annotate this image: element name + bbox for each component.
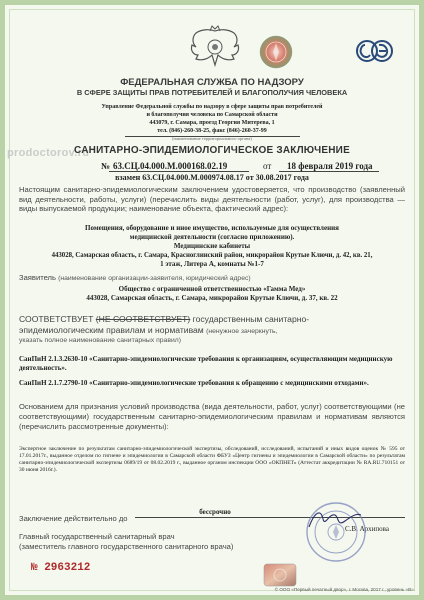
basis-text-content: Основанием для признания условий производства (вида деятельности, работ, услуг) соответствующими (не соответствующими) государственным санитарно-эпидемиологическим правилам и нормативам являются (перечислить рассмотренные документы): xyxy=(19,402,405,431)
serial-number: № 2963212 xyxy=(31,562,91,574)
dept-line-1: Управление Федеральной службы по надзору в сфере защиты прав потребителей xyxy=(101,104,323,110)
printer-footer: © ООО «Первый печатный двор», г. Москва, 2017 г., уровень «В». xyxy=(274,587,415,592)
number-rule xyxy=(109,171,249,172)
validity-label: Заключение действительно до xyxy=(19,514,128,523)
applicant-address: 443028, Самарская область, г. Самара, микрорайон Крутые Ключи, д. 37, кв. 22 xyxy=(86,294,338,302)
applicant-hint: (наименование организации-заявителя, юридический адрес) xyxy=(58,275,251,282)
applicant-label-word: Заявитель xyxy=(19,273,56,282)
intro-text: Настоящим санитарно-эпидемиологическим заключением удостоверяется, что производство (заявленный вид деятельности, работы, услуги) (перечислить виды деятельности (работ, услуг), для производства — виды выпускаемой продукции; наименование объекта, фактический адрес): xyxy=(19,185,405,213)
conformity-correspond: СООТВЕТСТВУЕТ xyxy=(19,314,94,324)
dept-line-2: и благополучия человека по Самарской области xyxy=(146,112,278,118)
signature-icon xyxy=(305,505,365,535)
dept-address: 443079, г. Самара, проезд Георгия Митерева, 1 xyxy=(149,120,275,126)
signer-label-2: (заместитель главного государственного санитарного врача) xyxy=(19,542,234,551)
validity-value: бессрочно xyxy=(199,508,231,516)
dept-phone: тел. (846)-260-38-25, факс (846)-260-37-99 xyxy=(157,128,267,134)
activity-line-2: медицинской деятельности (согласно приложению). xyxy=(129,233,295,241)
signer-label-1: Главный государственный санитарный врач xyxy=(19,532,175,541)
date-rule xyxy=(279,171,379,172)
se-logo-icon xyxy=(355,39,397,63)
conformity-rest: государственным санитарно- xyxy=(192,314,310,324)
document-number: 63.СЦ.04.000.М.000168.02.19 xyxy=(113,161,228,171)
sanpin-2: СанПиН 2.1.7.2790-10 «Санитарно-эпидемиологические требования к обращению с медицинскими отходами». xyxy=(19,379,369,387)
date-prefix: от xyxy=(263,161,272,171)
replaces-line: взамен 63.СЦ.04.000.М.000974.08.17 от 30.08.2017 года xyxy=(115,173,309,182)
document-title: САНИТАРНО-ЭПИДЕМИОЛОГИЧЕСКОЕ ЗАКЛЮЧЕНИЕ xyxy=(74,145,350,156)
sanpin-1: СанПиН 2.1.3.2630-10 «Санитарно-эпидемиологические требования к организациям, осуществляющим медицинскую деятельность». xyxy=(19,355,393,372)
conformity-line-3: указать полное наименование санитарных правил) xyxy=(19,337,181,344)
activity-line-1: Помещения, оборудование и иное имущество, используемые для осуществления xyxy=(85,224,339,232)
expert-text: Экспертное заключение по результатам санитарно-эпидемиологической экспертизы, обследований, исследований, испытаний и иных видов оценок № 595 от 17.01.2017г., выданное отделом по гигиене и эпидемиологии в Самарской области ФБУЗ «Центр гигиены и эпидемиологии в Самарской области» по результатам санитарно-эпидемиологической экспертизы 0689/19 от 08.02.2019 г., выданное органом инспекции ООО «ОКПНЕТ» (Аттестат аккредитации № RA.RU.710151 от 30 июня 2016г.). xyxy=(19,446,405,473)
activity-address-2: 1 этаж, Литера А, комнаты №1-7 xyxy=(160,260,264,268)
dept-small-hint: (наименование территориального органа) xyxy=(172,136,252,141)
conformity-line-1 xyxy=(19,314,309,325)
number-prefix: № xyxy=(101,161,111,171)
hologram-seal-icon xyxy=(259,35,293,69)
applicant-label xyxy=(19,273,251,283)
agency-line-1: ФЕДЕРАЛЬНАЯ СЛУЖБА ПО НАДЗОРУ xyxy=(120,77,304,88)
applicant-name: Общество с ограниченной ответственностью «Гамма Мед» xyxy=(118,285,306,293)
document-date: 18 февраля 2019 года xyxy=(287,161,373,171)
conformity-hint: (ненужное зачеркнуть, xyxy=(206,328,278,335)
watermark: prodoctorov.ru xyxy=(7,147,90,159)
conformity-not: (НЕ СООТВЕТСТВУЕТ) xyxy=(95,314,191,324)
hologram-sticker-icon xyxy=(263,563,297,587)
conformity-line-2-text: эпидемиологическим правилам и нормативам xyxy=(19,325,204,335)
basis-text xyxy=(19,402,405,432)
activity-line-3: Медицинские кабинеты xyxy=(173,242,251,250)
state-emblem-icon xyxy=(188,25,242,73)
activity-address-1: 443028, Самарская область, г. Самара, Красноглинский район, микрорайон Крутые Ключи, д. 42, кв. 21, xyxy=(51,252,373,259)
signer-name: С.В. Архипова xyxy=(345,525,389,533)
agency-line-2: В СФЕРЕ ЗАЩИТЫ ПРАВ ПОТРЕБИТЕЛЕЙ И БЛАГОПОЛУЧИЯ ЧЕЛОВЕКА xyxy=(76,88,348,97)
